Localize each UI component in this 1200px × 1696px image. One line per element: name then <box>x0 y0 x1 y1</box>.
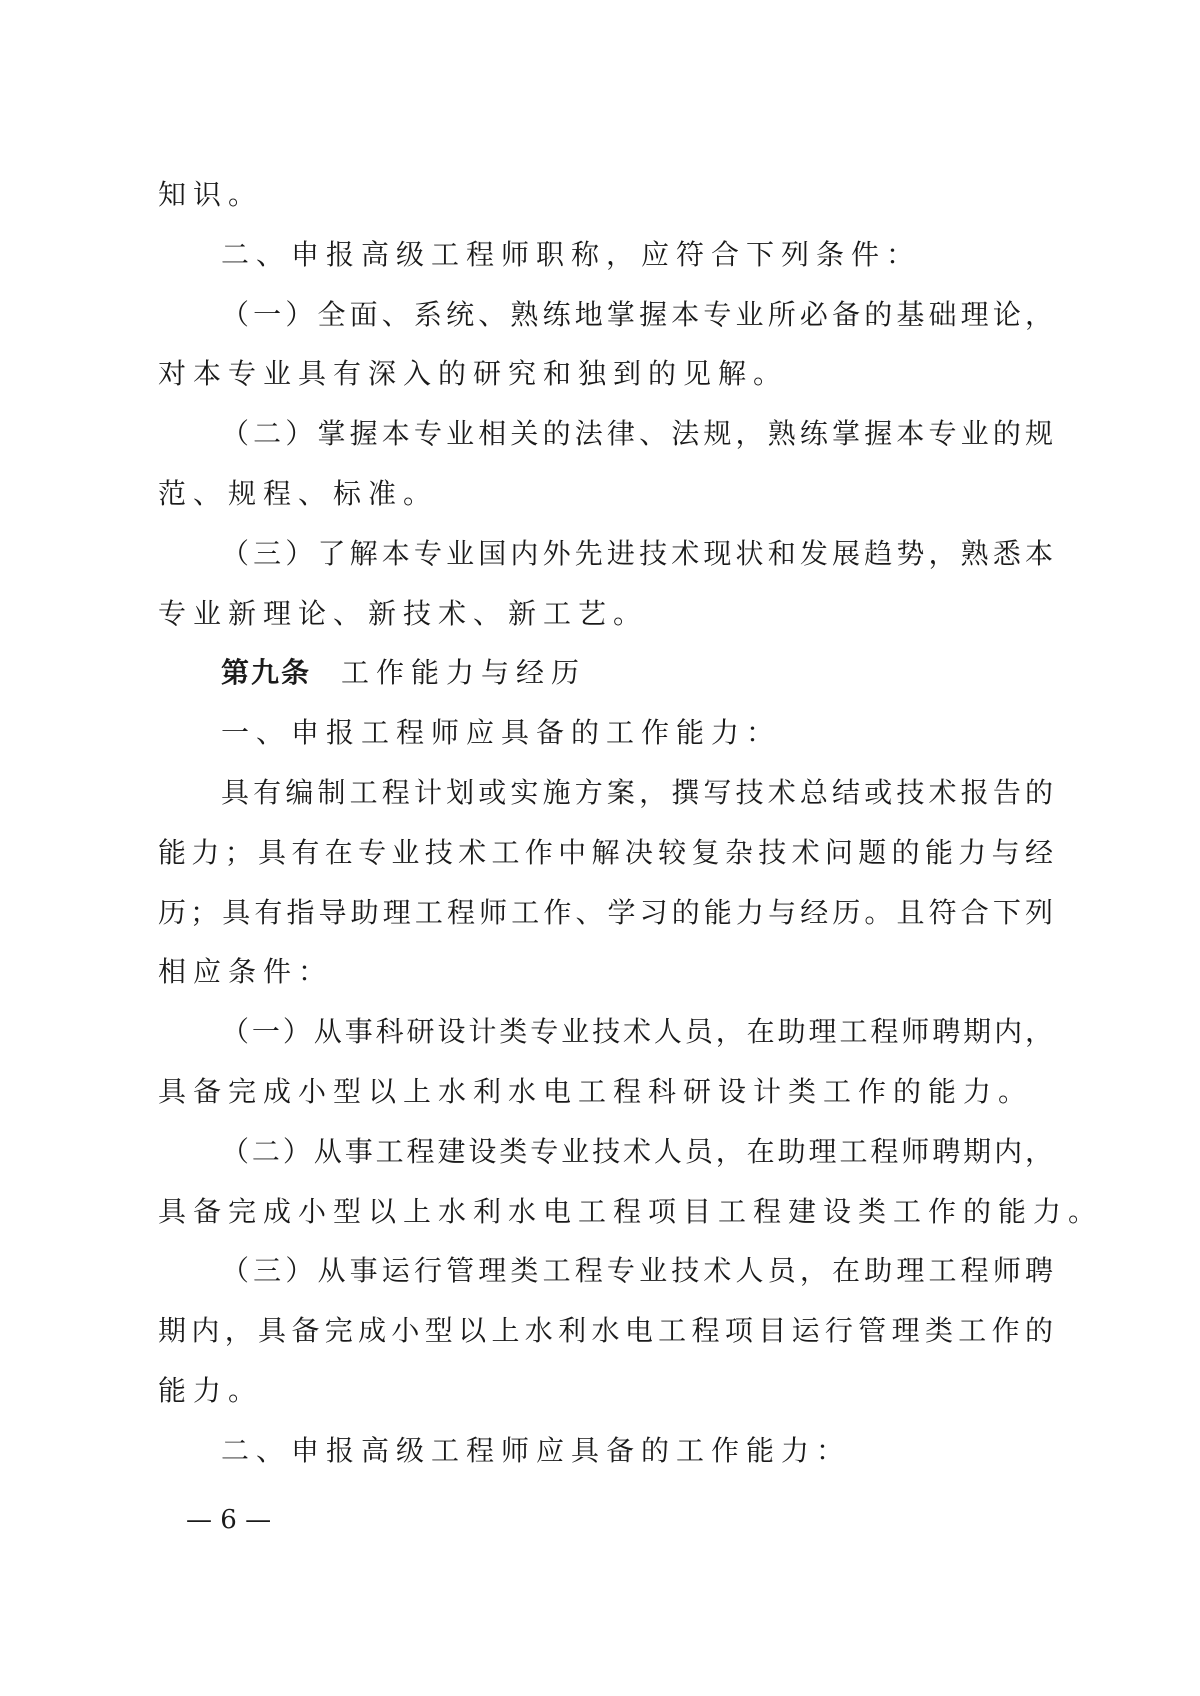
text-line: 能力；具有在专业技术工作中解决较复杂技术问题的能力与经 <box>158 835 1053 869</box>
text-line: 对本专业具有深入的研究和独到的见解。 <box>158 357 789 391</box>
text-line: 具有编制工程计划或实施方案，撰写技术总结或技术报告的 <box>221 775 1053 809</box>
text-line: 知识。 <box>158 178 264 211</box>
text-line: （二）从事工程建设类专业技术人员，在助理工程师聘期内， <box>221 1134 1053 1168</box>
body-text <box>158 165 1104 1481</box>
text-line: （一）全面、系统、熟练地掌握本专业所必备的基础理论， <box>221 297 1053 331</box>
text-line: 二、申报高级工程师应具备的工作能力： <box>221 1433 852 1467</box>
text-line: （三）从事运行管理类工程专业技术人员，在助理工程师聘 <box>221 1254 1053 1288</box>
text-line: 专业新理论、新技术、新工艺。 <box>158 596 649 630</box>
article-number: 第九条 <box>221 656 312 690</box>
article-title: 工作能力与经历 <box>341 656 587 690</box>
text-line: 历；具有指导助理工程师工作、学习的能力与经历。且符合下列 <box>158 895 1053 929</box>
text-line: 相应条件： <box>158 955 334 989</box>
text-line: 二、申报高级工程师职称，应符合下列条件： <box>221 237 922 271</box>
text-line: 具备完成小型以上水利水电工程科研设计类工作的能力。 <box>158 1074 1034 1108</box>
text-line: 能力。 <box>158 1373 264 1407</box>
text-line: （三）了解本专业国内外先进技术现状和发展趋势，熟悉本 <box>221 536 1053 570</box>
text-line: （一）从事科研设计类专业技术人员，在助理工程师聘期内， <box>221 1015 1053 1049</box>
text-line: 范、规程、标准。 <box>158 476 439 510</box>
article-heading <box>158 643 1053 703</box>
text-line: 期内，具备完成小型以上水利水电工程项目运行管理类工作的 <box>158 1314 1053 1348</box>
page-number: — 6 — <box>186 1505 272 1535</box>
text-line: 一、申报工程师应具备的工作能力： <box>221 716 782 750</box>
text-line: （二）掌握本专业相关的法律、法规，熟练掌握本专业的规 <box>221 417 1053 451</box>
text-line: 具备完成小型以上水利水电工程项目工程建设类工作的能力。 <box>158 1194 1104 1228</box>
